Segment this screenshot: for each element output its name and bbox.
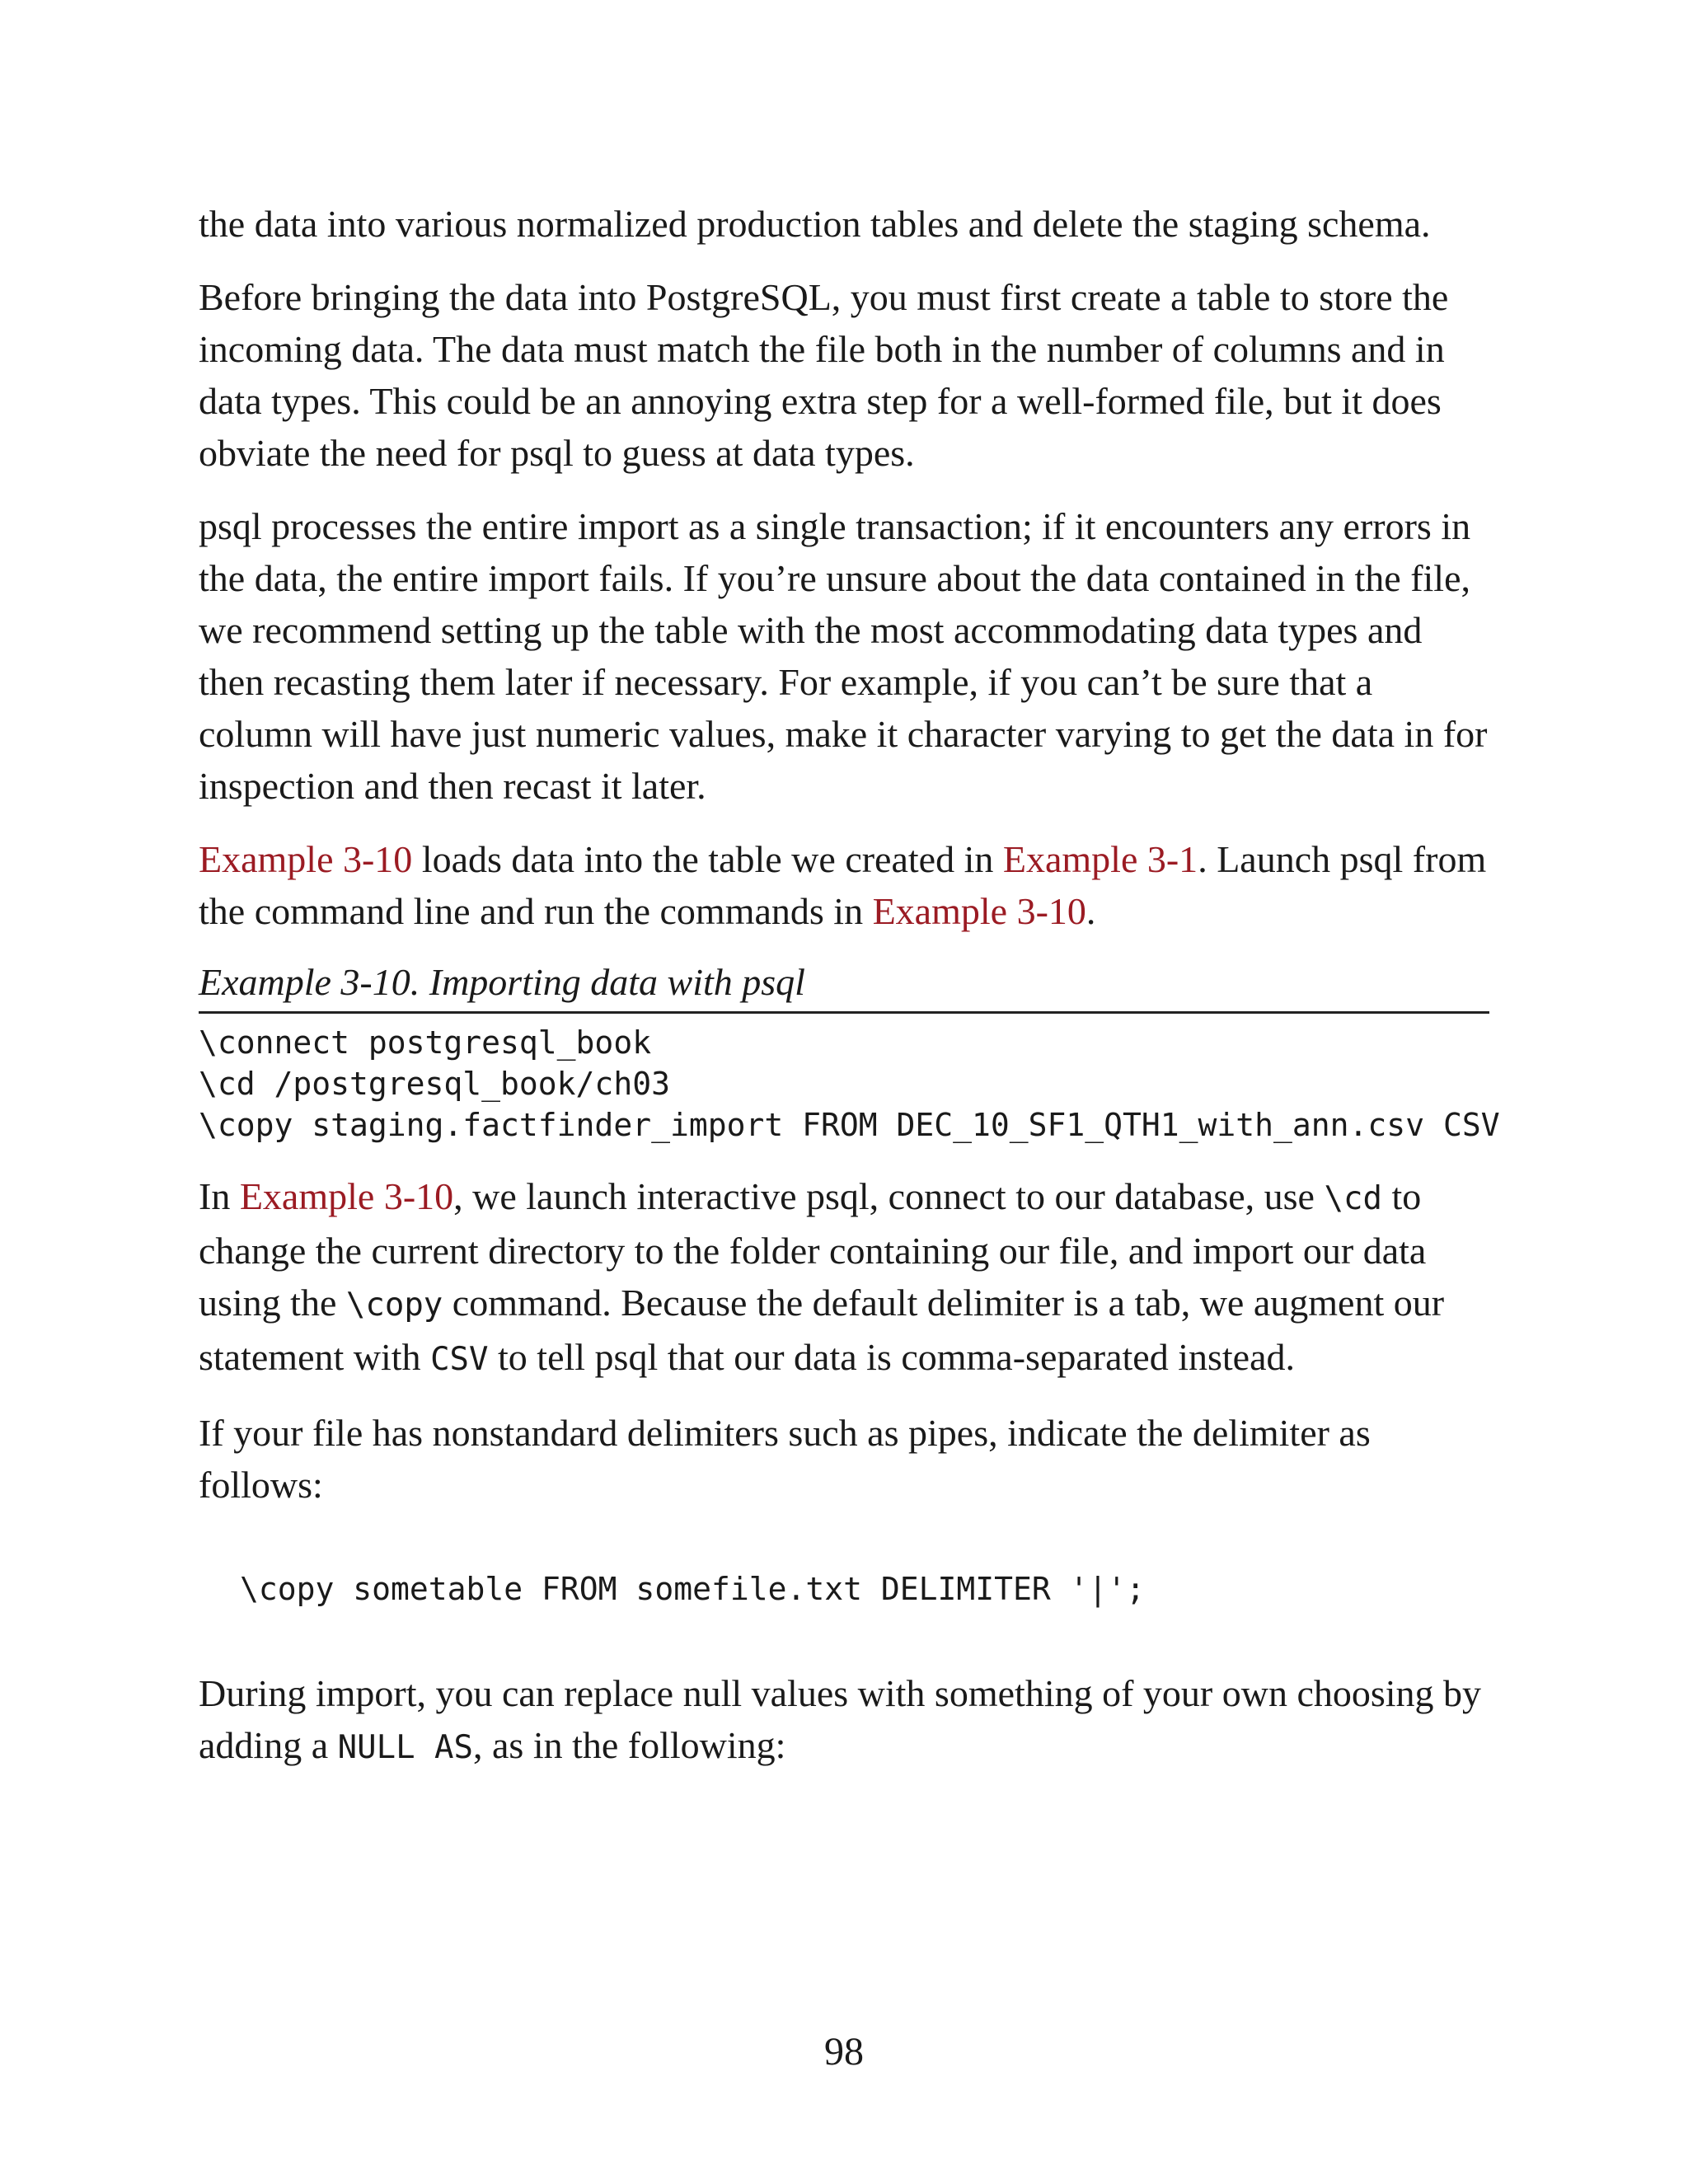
paragraph-example-intro [199,833,1491,937]
paragraph-delimiters: If your file has nonstandard delimiters such as pipes, indicate the delimiter as follows: [199,1412,1371,1506]
paragraph-example-explanation [199,1170,1491,1385]
text: to tell psql that our data is comma-separated instead. [488,1336,1296,1378]
text: In [199,1175,240,1217]
text: . [1085,890,1096,932]
example-3-10-link[interactable]: Example 3-10 [872,890,1086,932]
text: During import, you can replace null values with something of your own choosing by adding a [199,1672,1482,1766]
page-number: 98 [824,2030,864,2074]
text: command. Because the default delimiter is a tab, we augment our statement with [199,1282,1445,1378]
example-3-10-link[interactable]: Example 3-10 [239,1175,454,1217]
inline-code-cd: \cd [1324,1180,1382,1217]
code-listing [199,1022,1500,1146]
example-3-1-link[interactable]: Example 3-1 [1002,838,1198,880]
text: . Launch psql from the command line and run the commands in [199,838,1487,932]
page-content [199,198,1500,1795]
inline-code-csv: CSV [430,1341,489,1378]
inline-code-copy: \copy [345,1286,443,1324]
code-line: \cd /postgresql_book/ch03 [199,1066,670,1102]
paragraph-staging: the data into various normalized production tables and delete the staging schema. [199,203,1431,245]
text: to change the current directory to the folder containing our file, and import our data using the [199,1175,1427,1324]
code-delimiter: \copy sometable FROM somefile.txt DELIMITER '|'; [240,1571,1146,1607]
text: loads data into the table we created in [412,838,1003,880]
text: , we launch interactive psql, connect to our database, use [453,1175,1325,1217]
paragraph-null-values [199,1667,1491,1774]
text: , as in the following: [473,1724,786,1766]
code-line: \copy staging.factfinder_import FROM DEC_10_SF1_QTH1_with_ann.csv CSV [199,1107,1500,1143]
example-3-10-link[interactable]: Example 3-10 [199,838,413,880]
paragraph-transaction: psql processes the entire import as a single transaction; if it encounters any errors in the data, the entire import fails. If you’re unsure about the data contained in the file, we recommend setting up the table with the most accommodating data types and then recasting them later if necessary. For example, if you can’t be sure that a column will have just numeric values, make it character varying to get the data in for inspection and then recast it later. [199,505,1488,807]
paragraph-create-table: Before bringing the data into PostgreSQL, you must first create a table to store the incoming data. The data must match the file both in the number of columns and in data types. This could be an annoying extra step for a well-formed file, but it does obviate the need for psql to guess at data types. [199,276,1449,474]
inline-code-null-as: NULL AS [337,1729,473,1766]
example-caption: Example 3-10. Importing data with psql [199,958,1489,1014]
code-line: \connect postgresql_book [199,1024,652,1061]
